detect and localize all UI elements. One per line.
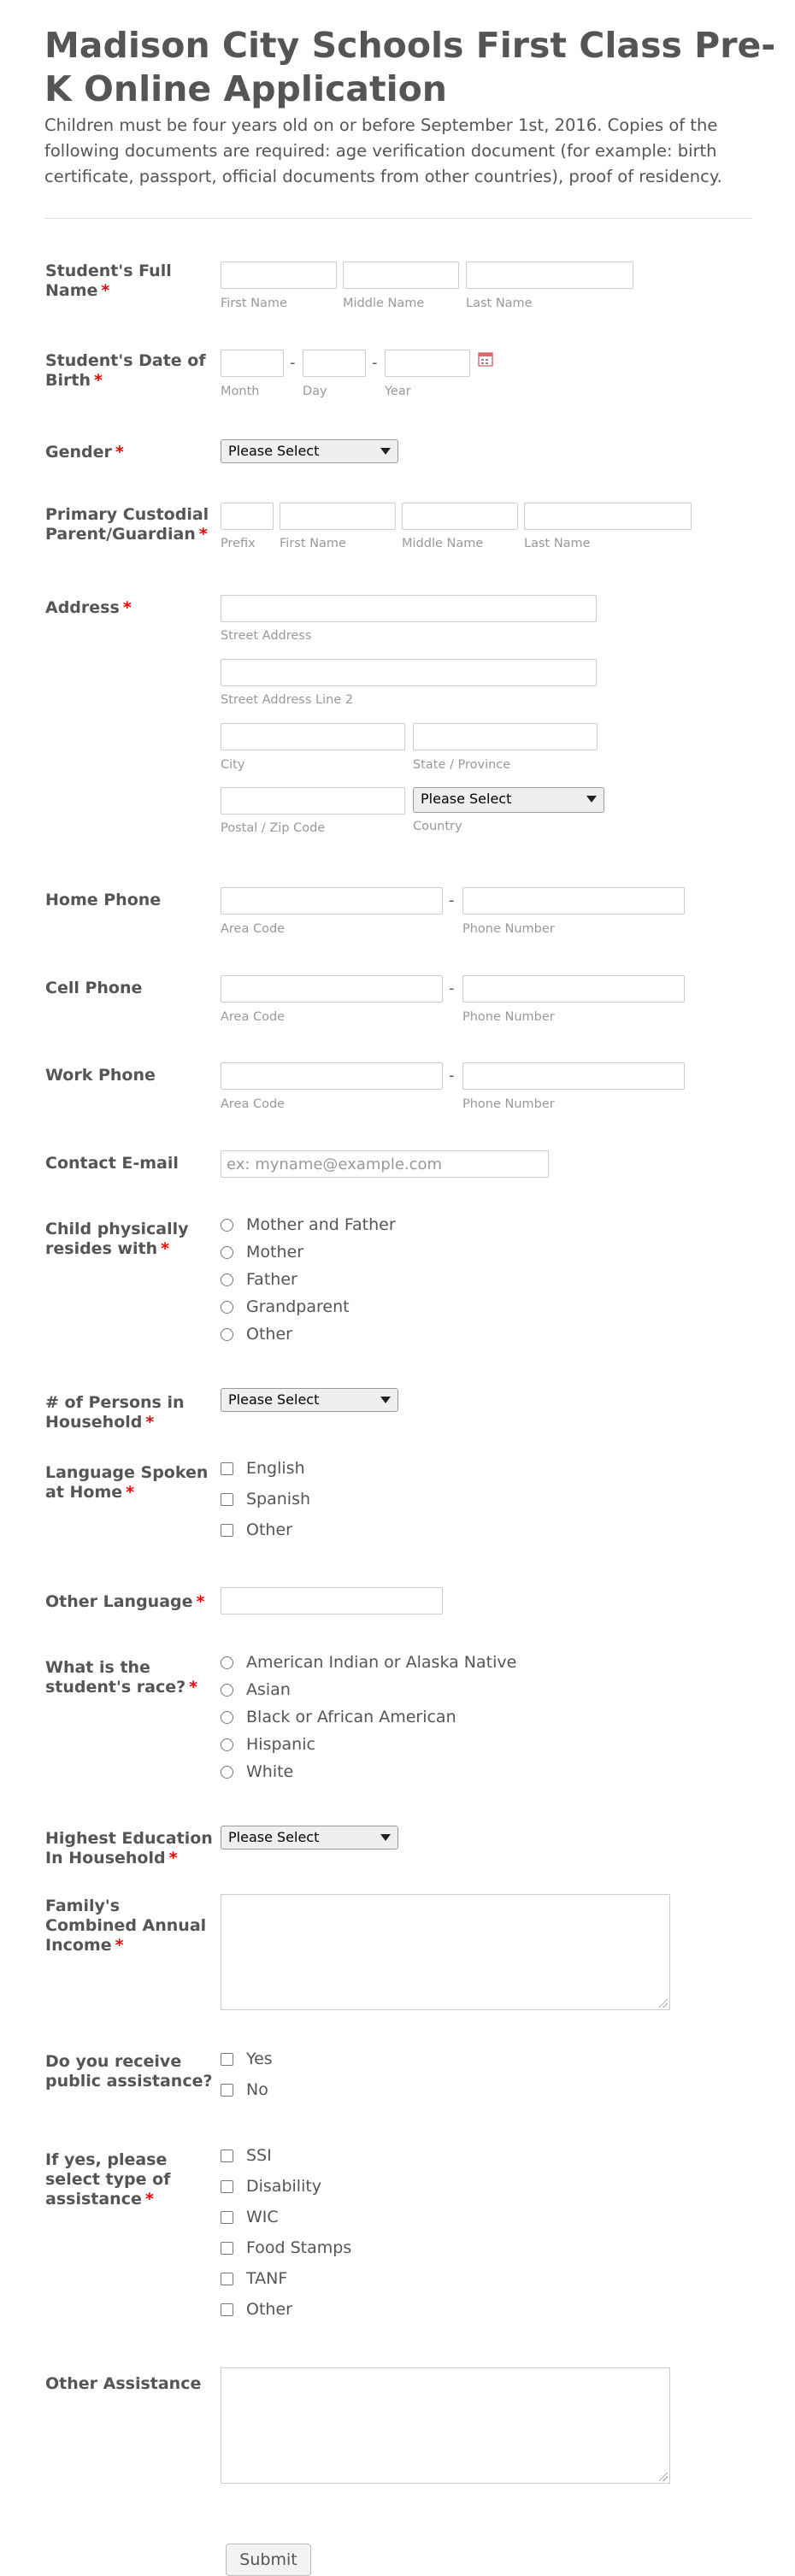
- assistance-type-option[interactable]: Other: [221, 2299, 580, 2321]
- income-textarea[interactable]: [221, 1894, 670, 2010]
- first-name-sublabel: First Name: [221, 297, 287, 310]
- public-assistance-label: Do you receive public assistance?: [45, 2052, 213, 2091]
- radio-button[interactable]: [221, 1301, 233, 1314]
- home-phone-area-input[interactable]: [221, 887, 443, 915]
- country-sublabel: Country: [413, 820, 462, 833]
- middle-name-input[interactable]: [343, 262, 459, 289]
- income-label: Family's Combined Annual Income *: [45, 1897, 207, 1955]
- dob-day-sublabel: Day: [303, 385, 327, 398]
- resides-option[interactable]: Mother and Father: [221, 1214, 580, 1237]
- race-option[interactable]: Black or African American: [221, 1707, 580, 1729]
- household-label: # of Persons in Household *: [45, 1393, 185, 1432]
- guardian-label: Primary Custodial Parent/Guardian *: [45, 505, 209, 544]
- race-label: What is the student's race? *: [45, 1658, 198, 1697]
- guardian-first-name-input[interactable]: [280, 503, 396, 530]
- state-sublabel: State / Province: [413, 758, 511, 772]
- cell-area-sublabel: Area Code: [221, 1010, 286, 1024]
- checkbox[interactable]: [221, 2053, 233, 2066]
- language-option[interactable]: Other: [221, 1520, 580, 1542]
- checkbox[interactable]: [221, 2150, 233, 2162]
- phone-separator: -: [449, 979, 455, 997]
- guardian-middle-name-input[interactable]: [402, 503, 518, 530]
- dob-day-input[interactable]: [303, 350, 366, 377]
- other-assistance-textarea[interactable]: [221, 2367, 670, 2484]
- chevron-down-icon: [380, 1397, 391, 1403]
- checkbox[interactable]: [221, 1462, 233, 1475]
- street-address-2-input[interactable]: [221, 659, 597, 686]
- resize-handle-icon[interactable]: [659, 2473, 668, 2481]
- required-mark: *: [126, 1483, 135, 1502]
- public-assistance-option[interactable]: No: [221, 2079, 580, 2102]
- guardian-prefix-sublabel: Prefix: [221, 537, 256, 550]
- checkbox[interactable]: [221, 1524, 233, 1537]
- assistance-type-option[interactable]: Disability: [221, 2176, 580, 2198]
- resides-option[interactable]: Other: [221, 1324, 580, 1346]
- street-address-sublabel: Street Address: [221, 629, 312, 643]
- resides-option[interactable]: Grandparent: [221, 1297, 580, 1319]
- required-mark: *: [115, 443, 124, 462]
- education-label: Highest Education In Household *: [45, 1829, 213, 1867]
- city-input[interactable]: [221, 723, 405, 750]
- phone-separator: -: [449, 1067, 455, 1085]
- street-address-input[interactable]: [221, 595, 597, 622]
- dob-month-sublabel: Month: [221, 385, 260, 398]
- first-name-input[interactable]: [221, 262, 337, 289]
- gender-label: Gender *: [45, 443, 124, 462]
- required-mark: *: [122, 598, 132, 617]
- cell-phone-number-input[interactable]: [462, 975, 685, 1003]
- checkbox[interactable]: [221, 1493, 233, 1506]
- dob-month-input[interactable]: [221, 350, 284, 377]
- required-mark: *: [144, 2190, 154, 2208]
- gender-select[interactable]: Please Select: [221, 439, 398, 463]
- dob-year-input[interactable]: [385, 350, 470, 377]
- work-phone-area-input[interactable]: [221, 1062, 443, 1090]
- checkbox[interactable]: [221, 2242, 233, 2255]
- phone-separator: -: [449, 891, 455, 909]
- dob-separator: -: [290, 354, 296, 372]
- city-sublabel: City: [221, 758, 245, 772]
- resides-option[interactable]: Father: [221, 1269, 580, 1291]
- language-label: Language Spoken at Home *: [45, 1463, 209, 1502]
- middle-name-sublabel: Middle Name: [343, 297, 425, 310]
- language-option[interactable]: English: [221, 1458, 580, 1480]
- state-input[interactable]: [413, 723, 598, 750]
- guardian-middle-sublabel: Middle Name: [402, 537, 484, 550]
- guardian-last-name-input[interactable]: [524, 503, 692, 530]
- other-language-label: Other Language *: [45, 1592, 205, 1611]
- required-mark: *: [161, 1239, 170, 1258]
- checkbox[interactable]: [221, 2273, 233, 2285]
- chevron-down-icon: [586, 796, 597, 803]
- calendar-icon[interactable]: [478, 351, 493, 367]
- cell-number-sublabel: Phone Number: [462, 1010, 555, 1024]
- assistance-type-option[interactable]: Food Stamps: [221, 2238, 580, 2260]
- guardian-prefix-input[interactable]: [221, 503, 274, 530]
- work-area-sublabel: Area Code: [221, 1097, 286, 1111]
- race-option[interactable]: American Indian or Alaska Native: [221, 1652, 580, 1674]
- country-select[interactable]: Please Select: [413, 787, 604, 813]
- assistance-type-option[interactable]: SSI: [221, 2145, 580, 2167]
- other-language-input[interactable]: [221, 1587, 443, 1614]
- dob-label: Student's Date of Birth *: [45, 351, 206, 390]
- cell-phone-area-input[interactable]: [221, 975, 443, 1003]
- resides-with-label: Child physically resides with *: [45, 1220, 189, 1258]
- work-phone-number-input[interactable]: [462, 1062, 685, 1090]
- assistance-type-option[interactable]: TANF: [221, 2268, 580, 2291]
- radio-button[interactable]: [221, 1766, 233, 1779]
- cell-phone-label: Cell Phone: [45, 979, 143, 997]
- required-mark: *: [101, 281, 110, 300]
- street-address-2-sublabel: Street Address Line 2: [221, 693, 354, 707]
- required-mark: *: [168, 1849, 178, 1867]
- checkbox[interactable]: [221, 2211, 233, 2224]
- race-option[interactable]: White: [221, 1761, 580, 1784]
- address-label: Address *: [45, 598, 132, 617]
- radio-button[interactable]: [221, 1711, 233, 1724]
- checkbox[interactable]: [221, 2180, 233, 2193]
- form-description: Children must be four years old on or before September 1st, 2016. Copies of the following documents are required: age verification document (for example: birth certificate, passport, official documents from other countries), proof of residency.: [44, 115, 722, 186]
- page-title: Madison City Schools First Class Pre-K Online Application: [44, 25, 776, 109]
- guardian-first-sublabel: First Name: [280, 537, 346, 550]
- radio-button[interactable]: [221, 1273, 233, 1286]
- race-option[interactable]: Asian: [221, 1679, 580, 1702]
- guardian-last-sublabel: Last Name: [524, 537, 591, 550]
- email-input[interactable]: [221, 1150, 549, 1178]
- last-name-sublabel: Last Name: [466, 297, 533, 310]
- chevron-down-icon: [380, 1834, 391, 1841]
- radio-button[interactable]: [221, 1684, 233, 1697]
- education-select[interactable]: Please Select: [221, 1826, 398, 1850]
- assistance-type-option[interactable]: WIC: [221, 2207, 580, 2229]
- radio-button[interactable]: [221, 1219, 233, 1232]
- zip-input[interactable]: [221, 787, 405, 815]
- radio-button[interactable]: [221, 1738, 233, 1751]
- required-mark: *: [196, 1592, 205, 1611]
- chevron-down-icon: [380, 448, 391, 455]
- assistance-type-label: If yes, please select type of assistance *: [45, 2150, 171, 2208]
- checkbox[interactable]: [221, 2084, 233, 2097]
- public-assistance-option[interactable]: Yes: [221, 2049, 580, 2071]
- required-mark: *: [145, 1413, 155, 1432]
- resize-handle-icon[interactable]: [659, 1999, 668, 2008]
- home-area-sublabel: Area Code: [221, 922, 286, 936]
- submit-button[interactable]: Submit: [226, 2544, 311, 2576]
- home-phone-label: Home Phone: [45, 891, 162, 909]
- required-mark: *: [93, 371, 103, 390]
- required-mark: *: [198, 525, 208, 544]
- last-name-input[interactable]: [466, 262, 633, 289]
- home-phone-number-input[interactable]: [462, 887, 685, 915]
- radio-button[interactable]: [221, 1246, 233, 1259]
- language-option[interactable]: Spanish: [221, 1489, 580, 1511]
- full-name-label: Student's Full Name *: [45, 262, 172, 300]
- checkbox[interactable]: [221, 2303, 233, 2316]
- dob-year-sublabel: Year: [385, 385, 411, 398]
- work-number-sublabel: Phone Number: [462, 1097, 555, 1111]
- required-mark: *: [189, 1678, 198, 1697]
- radio-button[interactable]: [221, 1328, 233, 1341]
- dob-separator: -: [372, 354, 378, 372]
- other-assistance-label: Other Assistance: [45, 2374, 202, 2393]
- race-option[interactable]: Hispanic: [221, 1734, 580, 1756]
- home-number-sublabel: Phone Number: [462, 922, 555, 936]
- email-label: Contact E-mail: [45, 1154, 179, 1173]
- header-divider: [44, 218, 752, 219]
- household-select[interactable]: Please Select: [221, 1388, 398, 1412]
- radio-button[interactable]: [221, 1656, 233, 1669]
- zip-sublabel: Postal / Zip Code: [221, 821, 326, 835]
- resides-option[interactable]: Mother: [221, 1242, 580, 1264]
- required-mark: *: [115, 1936, 124, 1955]
- work-phone-label: Work Phone: [45, 1066, 156, 1085]
